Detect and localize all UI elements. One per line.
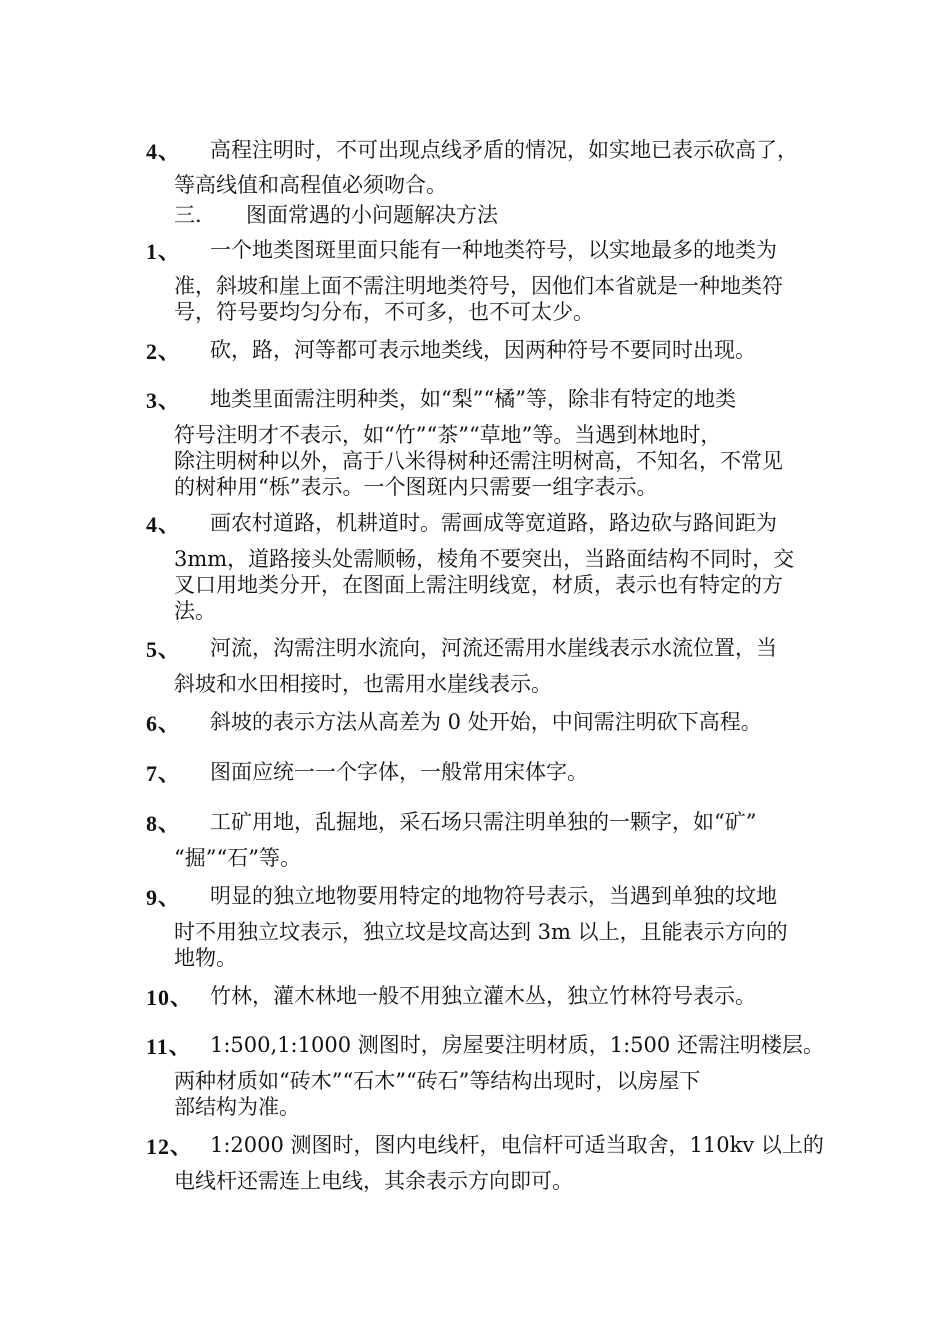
item-first-line: 1:2000 测图时，图内电线杆，电信杆可适当取舍，110kv 以上的: [210, 1133, 824, 1157]
item-first-line: 河流，沟需注明水流向，河流还需用水崖线表示水流位置，当: [210, 636, 777, 660]
item-continuation: 电线杆还需连上电线，其余表示方向即可。: [174, 1169, 573, 1193]
item-continuation: 3mm，道路接头处需顺畅，棱角不要突出，当路面结构不同时，交 叉口用地类分开，在图面上需注明线宽，材质，表示也有特定的方 法。: [174, 547, 795, 623]
item-continuation: 时不用独立坟表示，独立坟是坟高达到 3m 以上，且能表示方向的 地物。: [174, 920, 788, 970]
item-number: 11、: [146, 1034, 192, 1059]
item-continuation: “掘”“石”等。: [174, 846, 301, 870]
item-continuation: 斜坡和水田相接时，也需用水崖线表示。: [174, 672, 552, 696]
item-first-line: 工矿用地，乱掘地，采石场只需注明单独的一颗字，如“矿”: [210, 810, 757, 834]
item-number: 4、: [146, 139, 182, 164]
item-number: 2、: [146, 339, 182, 364]
item-number: 5、: [146, 637, 182, 662]
item-first-line: 高程注明时，不可出现点线矛盾的情况，如实地已表示砍高了，: [210, 138, 798, 162]
item-continuation: 准，斜坡和崖上面不需注明地类符号，因他们本省就是一种地类符 号，符号要均匀分布，不可多，也不可太少。: [174, 274, 783, 324]
item-number: 1、: [146, 239, 182, 264]
item-number: 4、: [146, 512, 182, 537]
item-first-line: 明显的独立地物要用特定的地物符号表示，当遇到单独的坟地: [210, 884, 777, 908]
section-number: 三.: [174, 203, 202, 227]
item-continuation: 等高线值和高程值必须吻合。: [174, 173, 447, 197]
item-first-line: 1:500,1:1000 测图时，房屋要注明材质，1:500 还需注明楼层。: [210, 1033, 824, 1057]
item-number: 10、: [146, 985, 194, 1010]
item-number: 9、: [146, 885, 182, 910]
item-first-line: 砍，路，河等都可表示地类线，因两种符号不要同时出现。: [210, 338, 756, 362]
item-first-line: 斜坡的表示方法从高差为 0 处开始，中间需注明砍下高程。: [210, 710, 762, 734]
item-continuation: 符号注明才不表示，如“竹”“茶”“草地”等。当遇到林地时， 除注明树种以外，高于八米得树种还需注明树高，不知名，不常见 的树种用“栎”表示。一个图斑内只需要一组字表示。: [174, 423, 783, 499]
section-heading: [174, 199, 498, 229]
section-title: 图面常遇的小问题解决方法: [246, 203, 498, 227]
item-first-line: 画农村道路，机耕道时。需画成等宽道路，路边砍与路间距为: [210, 511, 777, 535]
item-number: 6、: [146, 711, 182, 736]
item-first-line: 地类里面需注明种类，如“梨”“橘”等，除非有特定的地类: [210, 387, 736, 411]
item-first-line: 一个地类图斑里面只能有一种地类符号，以实地最多的地类为: [210, 238, 777, 262]
item-number: 12、: [146, 1134, 194, 1159]
item-first-line: 竹林，灌木林地一般不用独立灌木丛，独立竹林符号表示。: [210, 984, 756, 1008]
item-first-line: 图面应统一一个字体，一般常用宋体字。: [210, 760, 588, 784]
item-number: 8、: [146, 811, 182, 836]
item-number: 3、: [146, 388, 182, 413]
item-number: 7、: [146, 761, 182, 786]
item-continuation: 两种材质如“砖木”“石木”“砖石”等结构出现时，以房屋下 部结构为准。: [174, 1069, 701, 1119]
